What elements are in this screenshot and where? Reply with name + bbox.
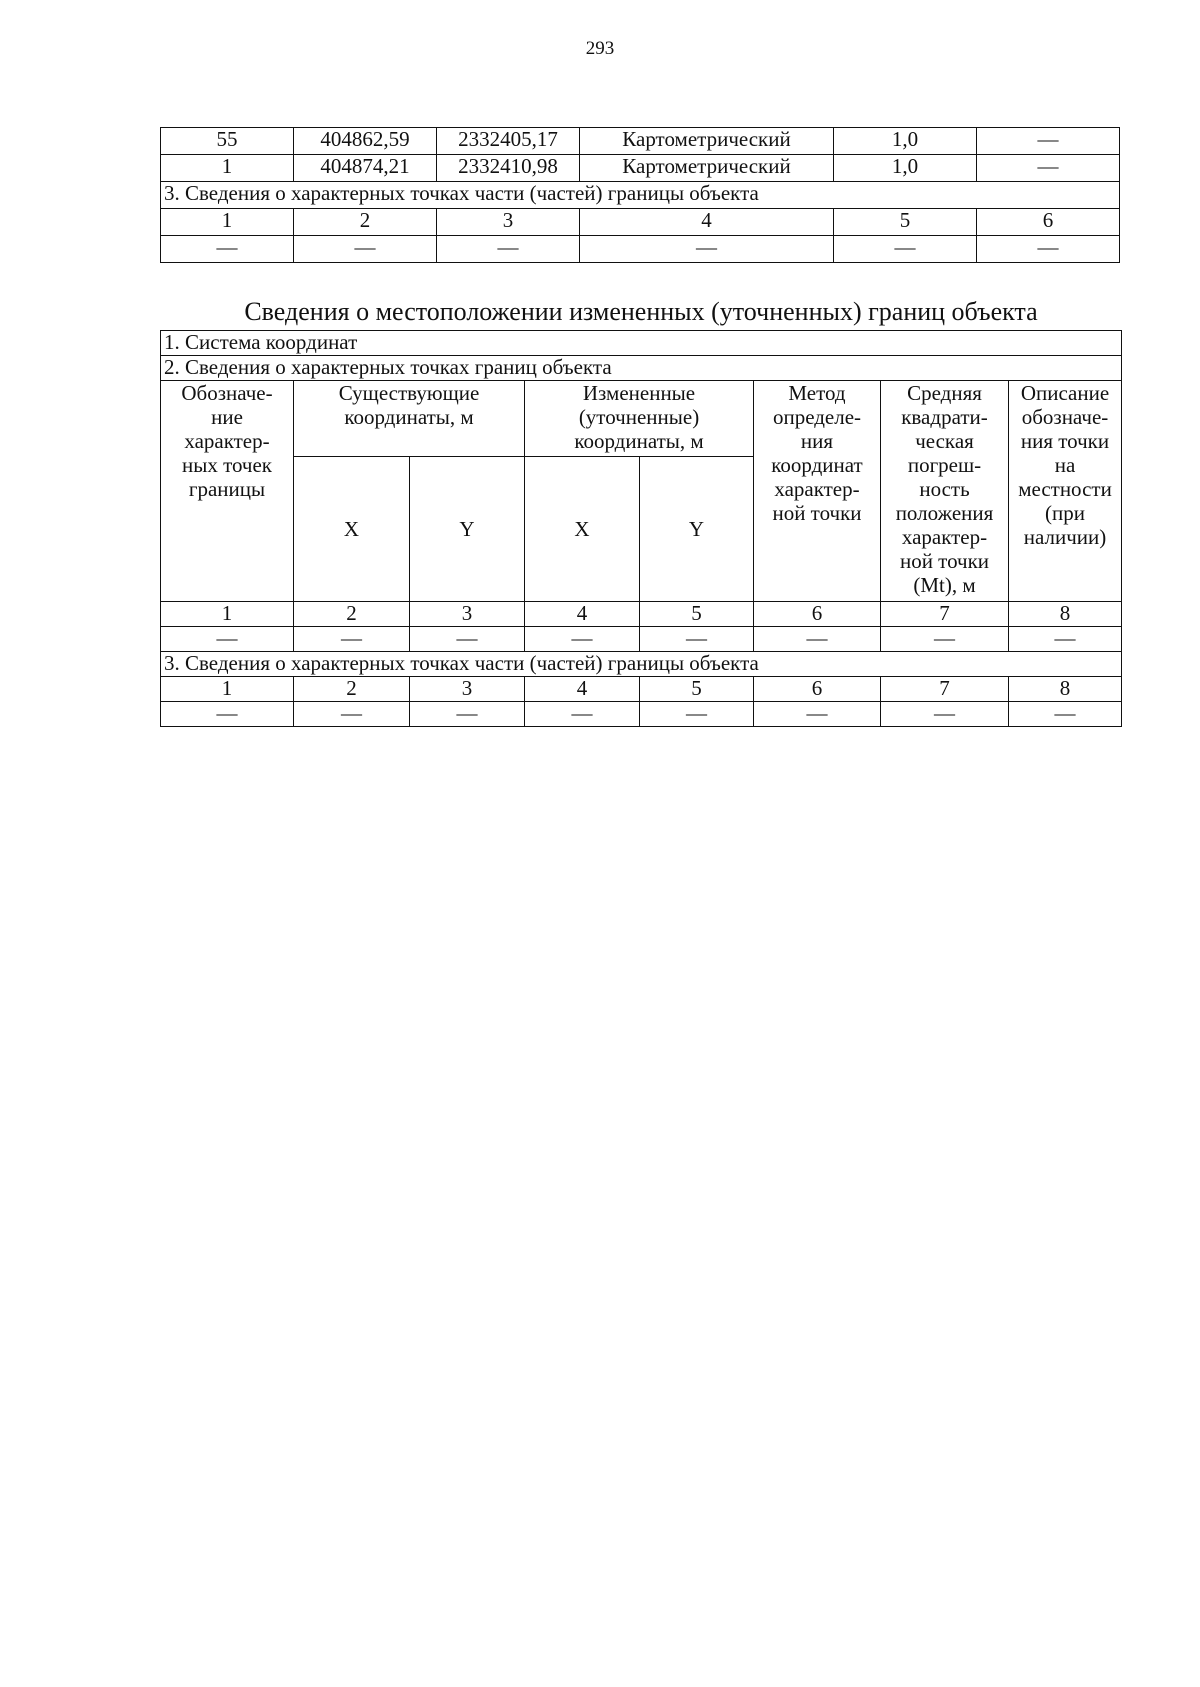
empty-cell: —	[294, 702, 410, 727]
table-row	[161, 331, 1122, 356]
table-row	[161, 155, 1120, 182]
x-header: X	[294, 457, 410, 602]
empty-cell: —	[525, 627, 640, 652]
description-header: Описание обозначе- ния точки на местности (при наличии)	[1009, 381, 1122, 602]
column-number: 6	[754, 677, 881, 702]
section-3-label: 3. Сведения о характерных точках части (частей) границы объекта	[161, 182, 1120, 209]
section-1-label: 1. Система координат	[161, 331, 1122, 356]
table-row	[161, 182, 1120, 209]
column-numbers-row	[161, 602, 1122, 627]
method-header: Метод определе- ния координат характер- ной точки	[754, 381, 881, 602]
changed-coords-header: Измененные (уточненные) координаты, м	[525, 381, 754, 457]
column-number: 3	[410, 602, 525, 627]
x-coordinate-cell: 404874,21	[294, 155, 437, 182]
empty-cell: —	[525, 702, 640, 727]
existing-coords-header: Существующие координаты, м	[294, 381, 525, 457]
empty-cell: —	[410, 627, 525, 652]
y-header: Y	[410, 457, 525, 602]
x-coordinate-cell: 404862,59	[294, 128, 437, 155]
column-number: 5	[640, 677, 754, 702]
page-number: 293	[585, 38, 615, 59]
empty-cell: —	[161, 236, 294, 263]
table-row	[161, 128, 1120, 155]
x-header: X	[525, 457, 640, 602]
section-3-label: 3. Сведения о характерных точках части (частей) границы объекта	[161, 652, 1122, 677]
column-number: 4	[525, 677, 640, 702]
designation-header: Обозначе- ние характер- ных точек границы	[161, 381, 294, 602]
empty-cell: —	[294, 236, 437, 263]
method-cell: Картометрический	[580, 155, 834, 182]
empty-cell: —	[640, 702, 754, 727]
boundary-points-table	[160, 127, 1120, 263]
column-number: 4	[525, 602, 640, 627]
changed-boundaries-table	[160, 330, 1122, 727]
y-coordinate-cell: 2332405,17	[437, 128, 580, 155]
column-numbers-row	[161, 677, 1122, 702]
column-number: 7	[881, 677, 1009, 702]
empty-cell: —	[1009, 702, 1122, 727]
column-number: 3	[410, 677, 525, 702]
table-row	[161, 652, 1122, 677]
accuracy-cell: 1,0	[834, 155, 977, 182]
column-number: 2	[294, 602, 410, 627]
method-cell: Картометрический	[580, 128, 834, 155]
empty-cell: —	[294, 627, 410, 652]
empty-row	[161, 702, 1122, 727]
empty-cell: —	[161, 702, 294, 727]
empty-cell: —	[410, 702, 525, 727]
header-row	[161, 381, 1122, 457]
accuracy-cell: 1,0	[834, 128, 977, 155]
column-number: 3	[437, 209, 580, 236]
column-number: 1	[161, 209, 294, 236]
column-number: 7	[881, 602, 1009, 627]
empty-row	[161, 236, 1120, 263]
empty-cell: —	[1009, 627, 1122, 652]
empty-cell: —	[161, 627, 294, 652]
column-number: 6	[754, 602, 881, 627]
column-number: 2	[294, 209, 437, 236]
empty-cell: —	[754, 702, 881, 727]
empty-cell: —	[580, 236, 834, 263]
empty-cell: —	[881, 627, 1009, 652]
empty-cell: —	[834, 236, 977, 263]
column-number: 2	[294, 677, 410, 702]
y-coordinate-cell: 2332410,98	[437, 155, 580, 182]
section-title: Сведения о местоположении измененных (уточненных) границ объекта	[244, 297, 1038, 326]
description-cell: —	[977, 155, 1120, 182]
column-number: 6	[977, 209, 1120, 236]
description-cell: —	[977, 128, 1120, 155]
column-number: 8	[1009, 677, 1122, 702]
table-row	[161, 356, 1122, 381]
column-number: 8	[1009, 602, 1122, 627]
y-header: Y	[640, 457, 754, 602]
column-number: 5	[834, 209, 977, 236]
column-numbers-row	[161, 209, 1120, 236]
section-2-label: 2. Сведения о характерных точках границ объекта	[161, 356, 1122, 381]
empty-cell: —	[437, 236, 580, 263]
empty-cell: —	[881, 702, 1009, 727]
column-number: 1	[161, 677, 294, 702]
column-number: 1	[161, 602, 294, 627]
column-number: 4	[580, 209, 834, 236]
point-number-cell: 55	[161, 128, 294, 155]
mean-error-header: Средняя квадрати- ческая погреш- ность положения характер- ной точки (Mt), м	[881, 381, 1009, 602]
empty-cell: —	[640, 627, 754, 652]
empty-row	[161, 627, 1122, 652]
column-number: 5	[640, 602, 754, 627]
empty-cell: —	[977, 236, 1120, 263]
point-number-cell: 1	[161, 155, 294, 182]
empty-cell: —	[754, 627, 881, 652]
